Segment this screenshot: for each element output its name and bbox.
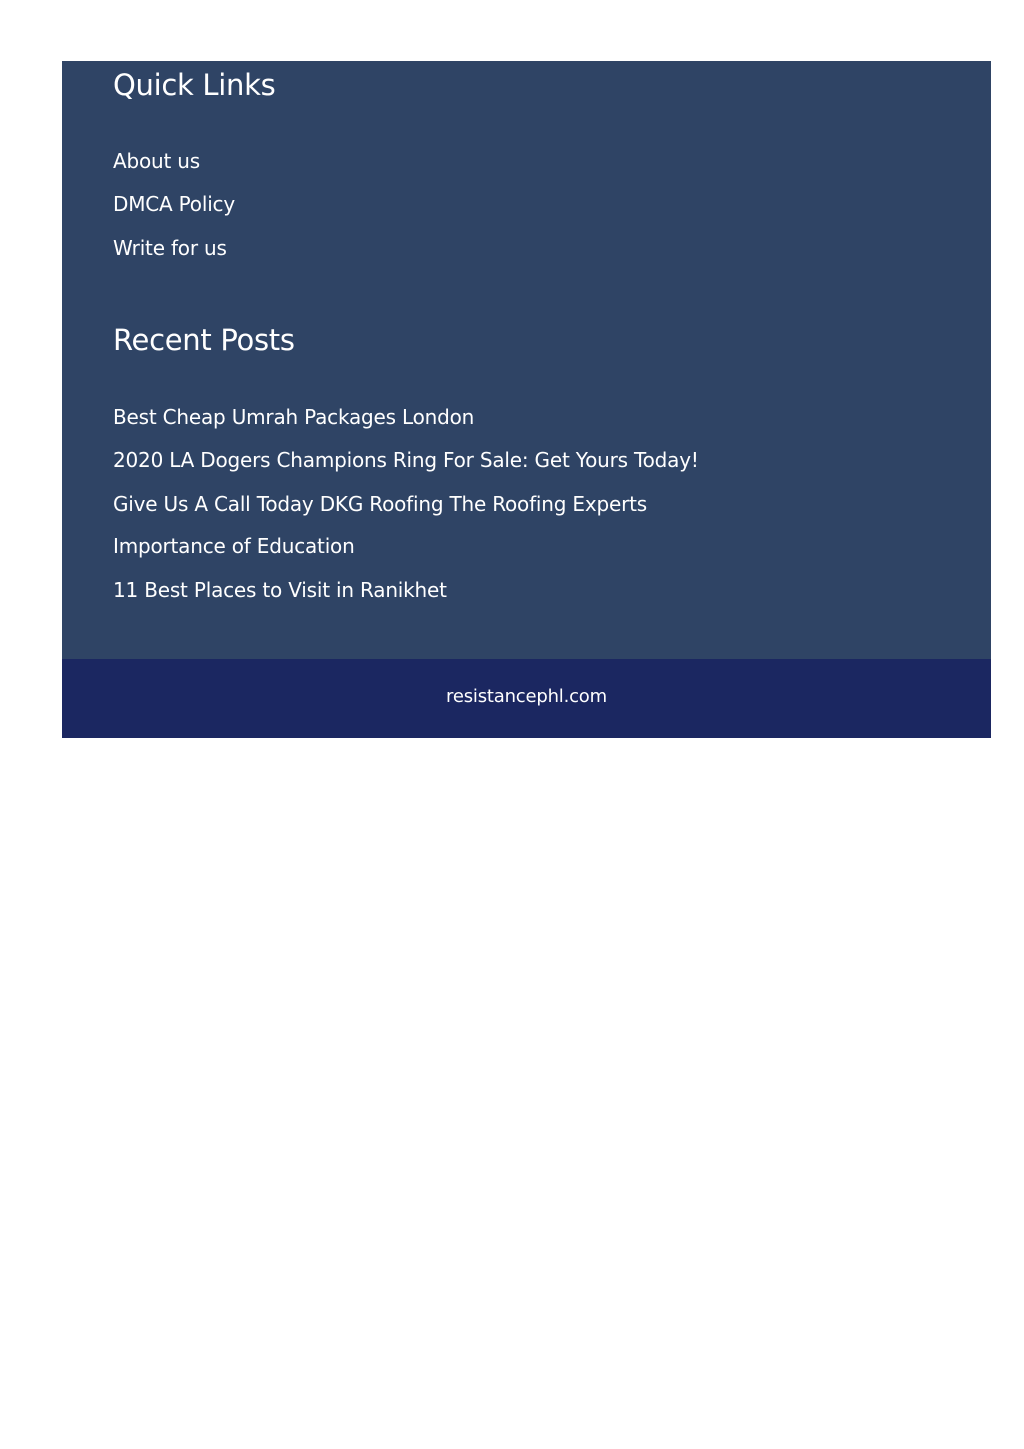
recent-post-link[interactable]: Best Cheap Umrah Packages London [113,405,475,429]
quick-links-heading: Quick Links [113,68,276,102]
recent-post-link[interactable]: Give Us A Call Today DKG Roofing The Roofing Experts [113,492,647,516]
recent-posts-heading: Recent Posts [113,323,295,357]
footer-bottom-bar [62,659,991,738]
site-footer [62,61,991,738]
recent-post-link[interactable]: Importance of Education [113,534,355,558]
quick-link-write-for-us[interactable]: Write for us [113,236,227,260]
footer-widgets [62,61,991,659]
recent-post-link[interactable]: 2020 LA Dogers Champions Ring For Sale: Get Yours Today! [113,448,699,472]
recent-post-link[interactable]: 11 Best Places to Visit in Ranikhet [113,578,447,602]
site-name-link[interactable]: resistancephl.com [446,686,607,707]
quick-link-about-us[interactable]: About us [113,149,200,173]
quick-link-dmca-policy[interactable]: DMCA Policy [113,192,235,216]
